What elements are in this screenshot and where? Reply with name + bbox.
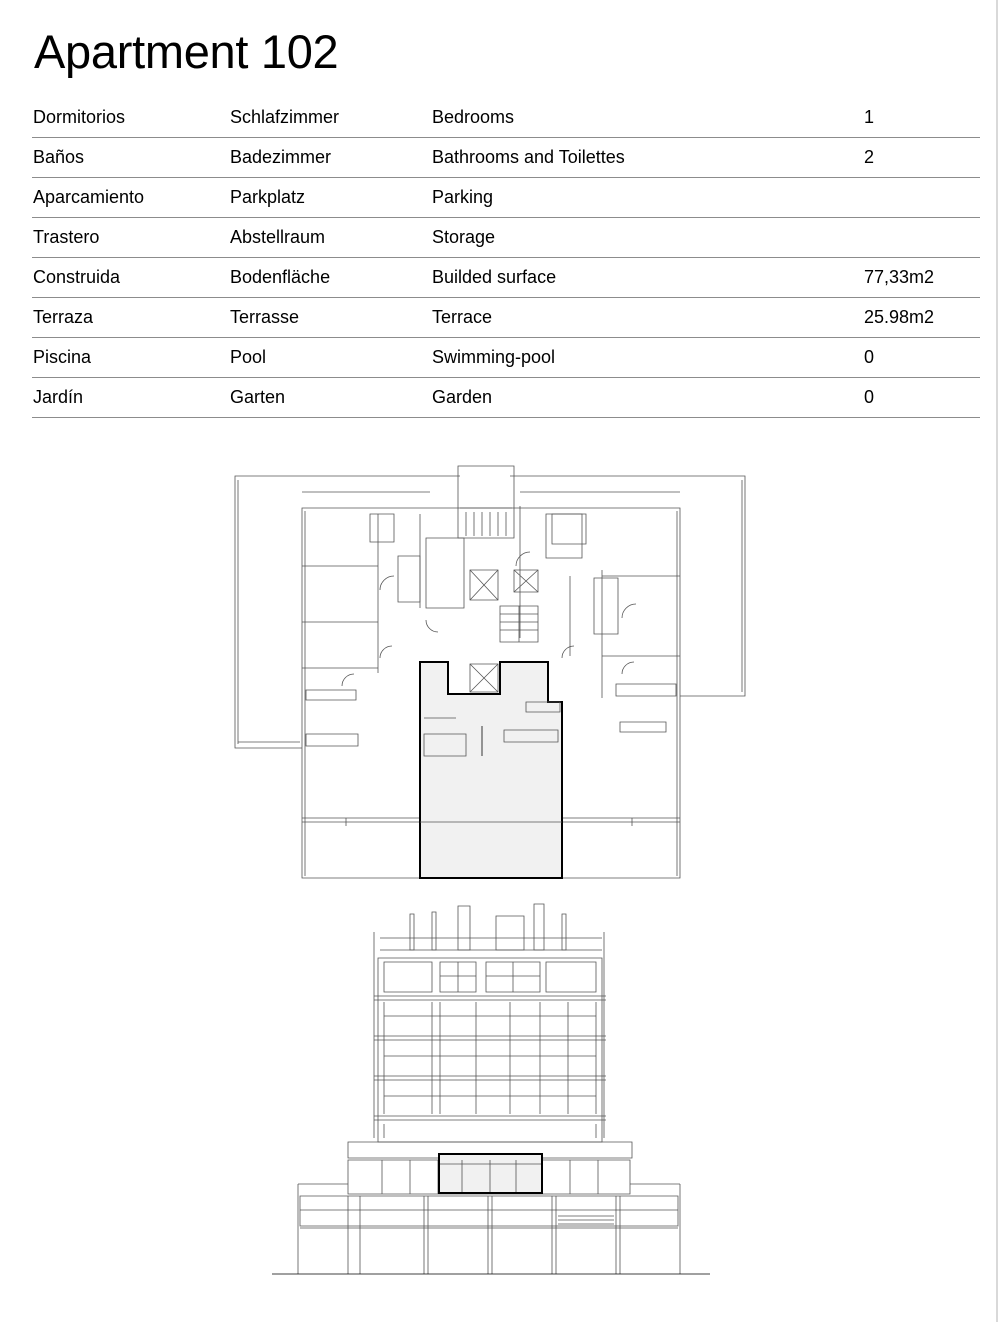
label-de: Pool — [230, 347, 267, 367]
spec-value: 0 — [864, 387, 875, 407]
spec-row-bedrooms — [32, 98, 980, 138]
label-de: Parkplatz — [230, 187, 306, 207]
label-es: Terraza — [33, 307, 94, 327]
spec-row-swimming-pool — [32, 338, 980, 378]
floor-plan-drawing — [230, 458, 750, 882]
label-de: Badezimmer — [230, 147, 332, 167]
label-en: Builded surface — [432, 267, 557, 287]
label-es: Piscina — [33, 347, 92, 367]
label-es: Aparcamiento — [33, 187, 145, 207]
label-en: Garden — [432, 387, 493, 407]
label-de: Schlafzimmer — [230, 107, 340, 127]
label-es: Jardín — [33, 387, 84, 407]
spec-value: 0 — [864, 347, 875, 367]
label-es: Baños — [33, 147, 85, 167]
label-de: Abstellraum — [230, 227, 326, 247]
page-title: Apartment 102 — [34, 25, 339, 78]
spec-value: 1 — [864, 107, 875, 127]
spec-value: 77,33m2 — [864, 267, 935, 287]
label-es: Dormitorios — [33, 107, 126, 127]
label-en: Bathrooms and Toilettes — [432, 147, 625, 167]
label-en: Bedrooms — [432, 107, 515, 127]
label-en: Swimming-pool — [432, 347, 556, 367]
label-en: Parking — [432, 187, 494, 207]
spec-row-parking — [32, 178, 980, 218]
spec-row-terrace — [32, 298, 980, 338]
page-edge — [996, 0, 998, 1322]
spec-row-garden — [32, 378, 980, 418]
building-elevation-drawing — [268, 898, 714, 1278]
spec-row-builded-surface — [32, 258, 980, 298]
label-es: Construida — [33, 267, 121, 287]
label-de: Bodenfläche — [230, 267, 331, 287]
label-en: Terrace — [432, 307, 493, 327]
spec-value: 25.98m2 — [864, 307, 935, 327]
label-es: Trastero — [33, 227, 100, 247]
spec-value: 2 — [864, 147, 875, 167]
spec-table — [32, 98, 980, 418]
label-de: Terrasse — [230, 307, 300, 327]
label-de: Garten — [230, 387, 286, 407]
label-en: Storage — [432, 227, 496, 247]
spec-row-bathrooms — [32, 138, 980, 178]
spec-row-storage — [32, 218, 980, 258]
